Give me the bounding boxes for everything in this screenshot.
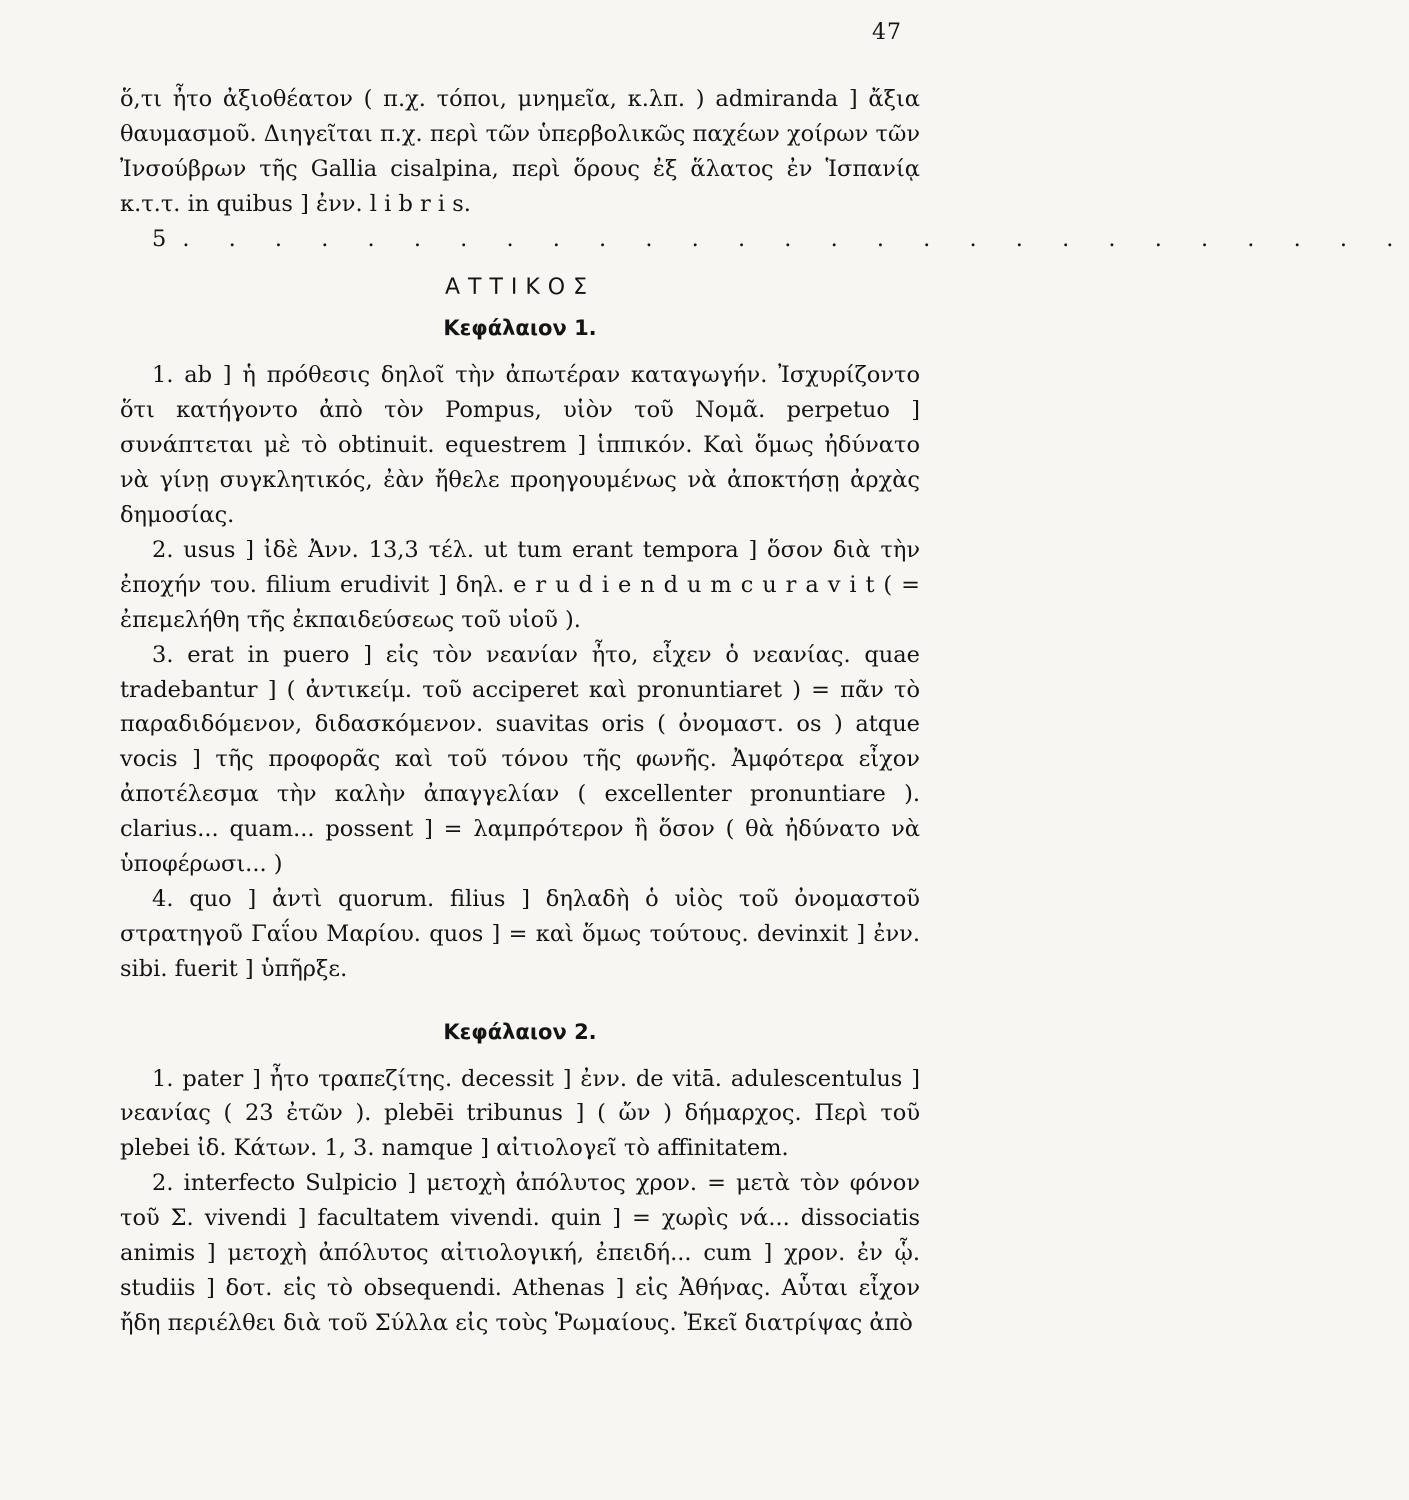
chapter-2-paragraph-2: 2. interfecto Sulpicio ] μετοχὴ ἀπόλυτος χρον. = μετὰ τὸν φόνον τοῦ Σ. vivendi ] facultatem vivendi. quin ] = χωρὶς νά... dissociatis animis ] μετοχὴ ἀπόλυτος αἰτιολογική, ἐπειδή... cum ] χρον. ἐν ᾧ. studiis ] δοτ. εἰς τὸ obsequendi. Athenas ] εἰς Ἀθήνας. Αὗται εἶχον ἤδη περιέλθει διὰ τοῦ Σύλλα εἰς τοὺς Ῥωμαίους. Ἐκεῖ διατρίψας ἀπὸ bbox=[120, 1170, 920, 1336]
chapter-1-paragraph-1: 1. ab ] ἡ πρόθεσις δηλοῖ τὴν ἀπωτέραν καταγωγήν. Ἰσχυρίζοντο ὅτι κατήγοντο ἀπὸ τὸν Pompus, υἱὸν τοῦ Νομᾶ. perpetuo ] συνάπτεται μὲ τὸ obtinuit. equestrem ] ἱππικόν. Καὶ ὅμως ἠδύνατο νὰ γίνῃ συγκλητικός, ἐὰν ἤθελε προηγουμένως νὰ ἀποκτήσῃ ἀρχὰς δημοσίας. bbox=[120, 362, 920, 528]
intro-paragraph: ὅ,τι ἦτο ἀξιοθέατον ( π.χ. τόποι, μνημεῖα, κ.λπ. ) admiranda ] ἄξια θαυμασμοῦ. Διηγεῖται π.χ. περὶ τῶν ὑπερβολικῶς παχέων χοίρων τῶν Ἰνσούβρων τῆς Gallia cisalpina, περὶ ὅρους ἐξ ἅλατος ἐν Ἱσπανίᾳ κ.τ.τ. in quibus ] ἐνν. l i b r i s. bbox=[120, 86, 920, 217]
page-number: 47 bbox=[872, 20, 902, 45]
chapter-1-paragraph-2: 2. usus ] ἰδὲ Ἀνν. 13,3 τέλ. ut tum erant tempora ] ὅσον διὰ τὴν ἐποχήν του. filium erudivit ] δηλ. e r u d i e n d u m c u r a v i t ( = ἐπεμελήθη τῆς ἐκπαιδεύσεως τοῦ υἱοῦ ). bbox=[120, 536, 920, 633]
chapter-2-paragraph-1: 1. pater ] ἦτο τραπεζίτης. decessit ] ἐνν. de vitā. adulescentulus ] νεανίας ( 23 ἐτῶν ). plebēi tribunus ] ( ὤν ) δήμαρχος. Περὶ τοῦ plebei ἰδ. Κάτων. 1, 3. namque ] αἰτιολογεῖ τὸ affinitatem. bbox=[120, 1065, 920, 1162]
chapter-2-title: Κεφάλαιον 2. bbox=[443, 1019, 597, 1044]
item-5-ellipsis: 5. . . . . . . . . . . . . . . . . . . . . . . . . . . bbox=[152, 225, 1409, 252]
section-heading: ΑΤΤΙΚΟΣ bbox=[444, 274, 596, 300]
chapter-1-paragraph-3: 3. erat in puero ] εἰς τὸν νεανίαν ἦτο, εἶχεν ὁ νεανίας. quae tradebantur ] ( ἀντικείμ. τοῦ acciperet καὶ pronuntiaret ) = πᾶν τὸ παραδιδόμενον, διδασκόμενον. suavitas oris ( ὀνομαστ. os ) atque vocis ] τῆς προφορᾶς καὶ τοῦ τόνου τῆς φωνῆς. Ἀμφότερα εἶχον ἀποτέλεσμα τὴν καλὴν ἀπαγγελίαν ( excellenter pronuntiare ). clarius... quam... possent ] = λαμπρότερον ἢ ὅσον ( θὰ ἠδύνατο νὰ ὑποφέρωσι... ) bbox=[120, 641, 920, 878]
chapter-1-title: Κεφάλαιον 1. bbox=[443, 316, 597, 341]
chapter-1-paragraph-4: 4. quo ] ἀντὶ quorum. filius ] δηλαδὴ ὁ υἱὸς τοῦ ὀνομαστοῦ στρατηγοῦ Γαΐου Μαρίου. quos ] = καὶ ὅμως τούτους. devinxit ] ἐνν. sibi. fuerit ] ὑπῆρξε. bbox=[120, 885, 920, 982]
page-text bbox=[120, 82, 1409, 1341]
